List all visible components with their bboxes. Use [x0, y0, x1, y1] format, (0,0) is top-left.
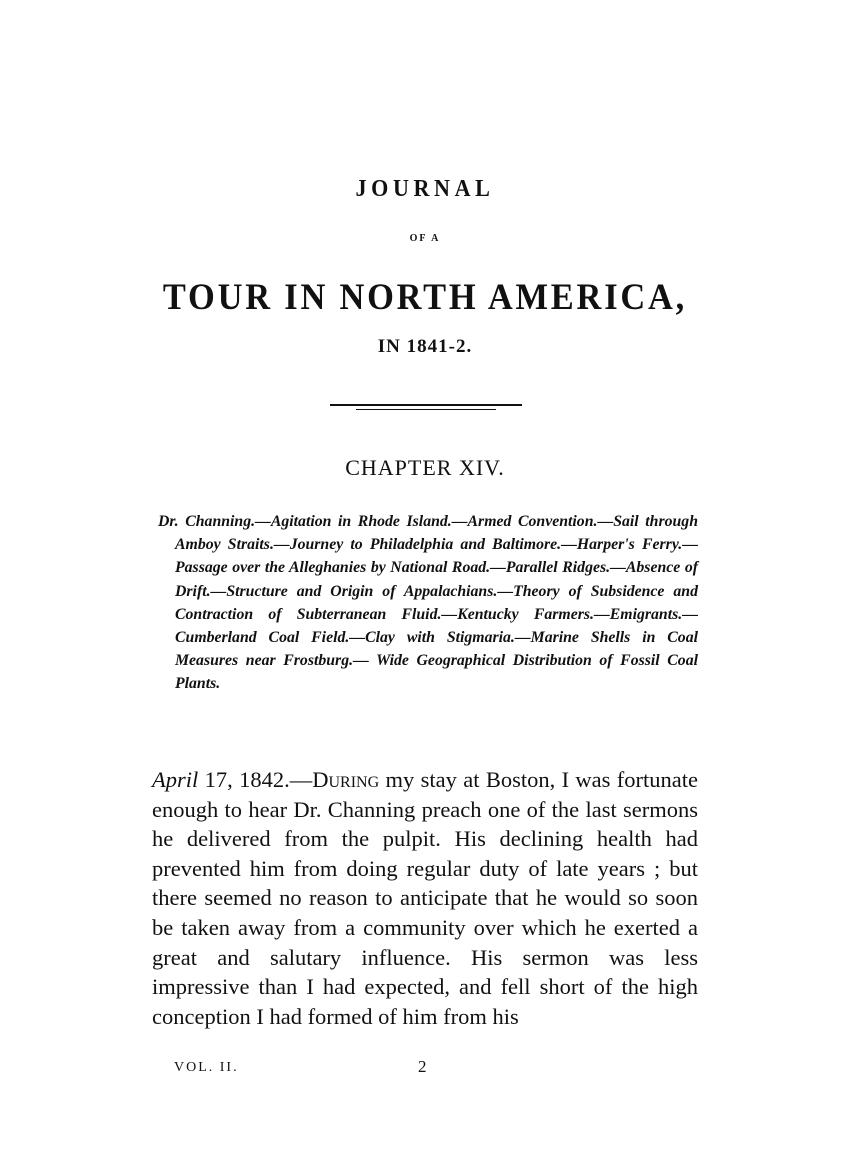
chapter-summary: Dr. Channing.—Agitation in Rhode Island.—Armed Convention.—Sail through Amboy Straits.—Journey to Philadelphia and Baltimore.—Harper's Ferry.—Passage over the Alleghanies by National Road.—Parallel Ridges.—Absence of Drift.—Structure and Origin of Appalachians.—Theory of Subsidence and Contraction of Subterranean Fluid.—Kentucky Farmers.—Emigrants.—Cumberland Coal Field.—Clay with Stigmaria.—Marine Shells in Coal Measures near Frostburg.— Wide Geographical Distribution of Fossil Coal Plants.	[158, 513, 698, 693]
date-month: April	[152, 767, 199, 792]
year-heading: IN 1841-2.	[377, 336, 473, 357]
body-paragraph	[152, 765, 698, 1031]
body-text: my stay at Boston, I was fortunate enough to hear Dr. Channing preach one of the last sermons he delivered from the pulpit. His declining health had prevented him from doing regular duty of late years ; but there seemed no reason to anticipate that he would so soon be taken away from a community over which he exerted a great and salutary influence. His sermon was less impressive than I had expected, and fell short of the high conception I had formed of him from his	[152, 767, 698, 1029]
lead-word: During	[312, 767, 380, 792]
signature-mark: 2	[418, 1057, 427, 1076]
divider-rule-thick	[330, 404, 522, 406]
journal-heading: JOURNAL	[355, 176, 495, 202]
chapter-heading: CHAPTER XIV.	[345, 455, 505, 480]
divider-rule-thin	[356, 409, 496, 410]
date-day-year: 17, 1842.—	[198, 767, 313, 792]
of-a-heading: OF A	[409, 233, 441, 244]
book-title: TOUR IN NORTH AMERICA,	[162, 277, 688, 318]
volume-marker: VOL. II.	[174, 1060, 239, 1075]
